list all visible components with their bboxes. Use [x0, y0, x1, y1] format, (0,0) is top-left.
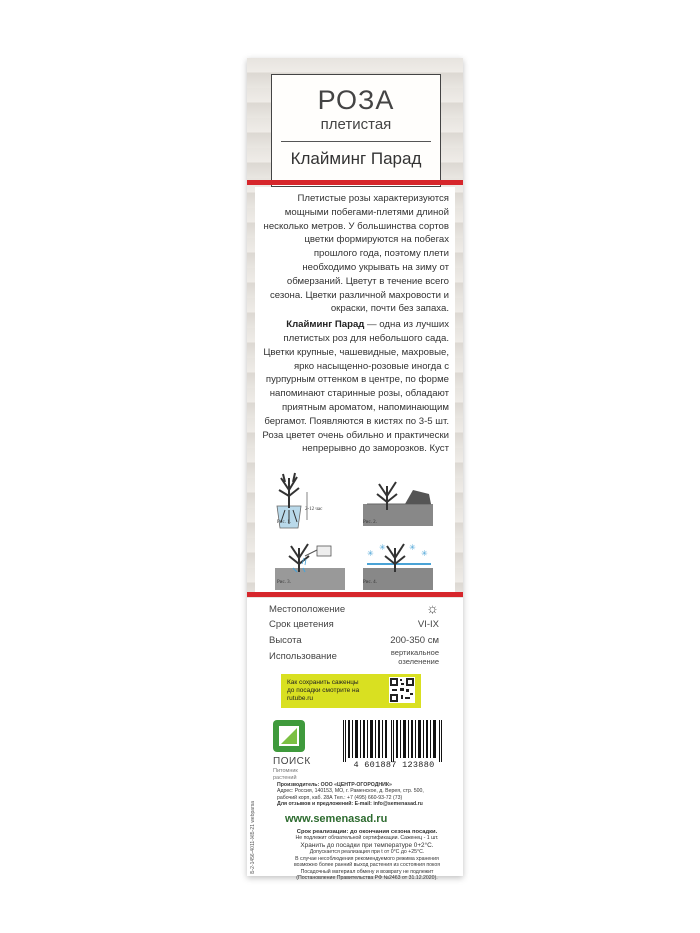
terms-line-8: (Постановление Правительства РФ №2463 от 31.12.2020).	[296, 875, 438, 882]
side-code-strip: Б-2-1456-4011-ЖБ-21 webparsa	[250, 801, 256, 874]
description-intro: Плетистые розы характеризуются мощными побегами-плетями длиной несколько метров. У большинства сортов цветки формируются на побегах прошлого года, поэтому плети необходимо укрывать на зиму от обмерзаний. Цветут в течение всего сезона. Цветки различной махровости и окраски, почти без запаха.	[263, 193, 449, 315]
brand-subtitle-2: растений	[273, 774, 297, 781]
terms-line-1: Срок реализации: до окончания сезона посадки.	[296, 829, 438, 835]
spec-height-label: Высота	[269, 635, 302, 646]
svg-text:✳: ✳	[379, 543, 386, 552]
red-divider-top	[247, 180, 463, 185]
spec-bloom-value: VI-IX	[417, 619, 439, 630]
terms-info	[277, 829, 457, 881]
terms-line-5: В случае несоблюдения рекомендуемого режима хранения	[295, 855, 439, 862]
terms-line-2: Не подлежит обязательной сертификации. Саженец - 1 шт.	[295, 835, 439, 842]
spec-height-value: 200-350 см	[390, 635, 439, 646]
poisk-logo-icon	[271, 718, 307, 754]
qr-code-icon[interactable]	[389, 677, 415, 703]
spec-bloom	[269, 619, 439, 630]
svg-text:✳: ✳	[409, 543, 416, 552]
spec-usage-value-1: вертикальное	[390, 648, 439, 657]
description-variety-name: Клайминг Парад	[286, 319, 365, 331]
spec-bloom-label: Срок цветения	[269, 619, 334, 630]
svg-text:✳: ✳	[367, 549, 374, 558]
variety-name: Клайминг Парад	[290, 149, 422, 168]
terms-line-3: Хранить до посадки при температуре 0+2°С.	[300, 841, 434, 849]
producer-info	[277, 782, 457, 808]
title-panel	[271, 74, 441, 187]
soak-time-label: 2-12 час	[305, 507, 323, 512]
qr-info-box[interactable]	[281, 674, 421, 708]
qr-line-3: rutube.ru	[287, 695, 314, 702]
spec-usage-value-2: озеленение	[398, 657, 439, 666]
spec-usage	[269, 648, 439, 666]
producer-line-1: Производитель: ООО «ЦЕНТР-ОГОРОДНИК»	[277, 782, 392, 788]
website-link[interactable]: www.semenasad.ru	[285, 813, 388, 825]
red-divider-bottom	[247, 592, 463, 597]
figure-3-caption: Рис. 3.	[277, 580, 291, 585]
spec-height	[269, 635, 439, 646]
figure-2-caption: Рис. 2.	[363, 520, 377, 525]
brand-subtitle	[273, 768, 298, 781]
product-package	[247, 58, 463, 882]
terms-line-4: Допускается реализация при t от 0°С до +25°С.	[309, 849, 425, 856]
specs-panel	[247, 598, 463, 882]
producer-line-2: Адрес: Россия, 140153, МО, г. Раменское, д. Верея, стр. 500,	[277, 788, 424, 795]
producer-line-3: рабочий корп, каб. 28А Тел.: +7 (495) 660-93-72 (73)	[277, 794, 403, 801]
description-variety-text: — одна из лучших плетистых роз для небольшого сада. Цветки крупные, чашевидные, махровые, ярко насыщенно-розовые иногда с пурпурным оттенком в центре, по форме напоминают старинные розы, обладают приятным ароматом, напоминающим бергамот. Появляются в кистях по 3-5 шт. Роза цветет очень обильно и практически непрерывно до заморозков. Куст	[262, 319, 449, 455]
spec-usage-value	[391, 648, 439, 666]
product-title: РОЗА	[317, 85, 395, 115]
brand-subtitle-1: Питомник	[273, 768, 298, 774]
spec-location	[269, 600, 439, 616]
spec-usage-label: Использование	[269, 651, 337, 662]
barcode-icon	[341, 720, 445, 762]
qr-info-text	[287, 679, 377, 703]
brand-name: ПОИСК	[273, 756, 311, 767]
spec-location-label: Местоположение	[269, 604, 346, 615]
svg-text:✳: ✳	[421, 549, 428, 558]
qr-line-2: до посадки смотрите на	[287, 687, 360, 694]
figure-1-caption: Рис. 1.	[277, 520, 291, 525]
figure-4-caption: Рис. 4.	[363, 580, 377, 585]
planting-illustrations	[263, 468, 453, 593]
title-divider	[281, 141, 431, 142]
terms-line-7: Посадочный материал обмену и возврату не подлежит	[300, 868, 434, 875]
sun-icon: ☼	[426, 600, 439, 616]
product-subtitle: плетистая	[320, 116, 392, 133]
qr-line-1: Как сохранить саженцы	[287, 679, 359, 686]
producer-line-4: Для отзывов и предложений: E-mail: info@semenasad.ru	[277, 801, 423, 808]
terms-line-6: возможно более ранний выход растения из состояния покоя	[293, 862, 441, 869]
barcode-number: 4 601887 123880	[353, 760, 435, 770]
